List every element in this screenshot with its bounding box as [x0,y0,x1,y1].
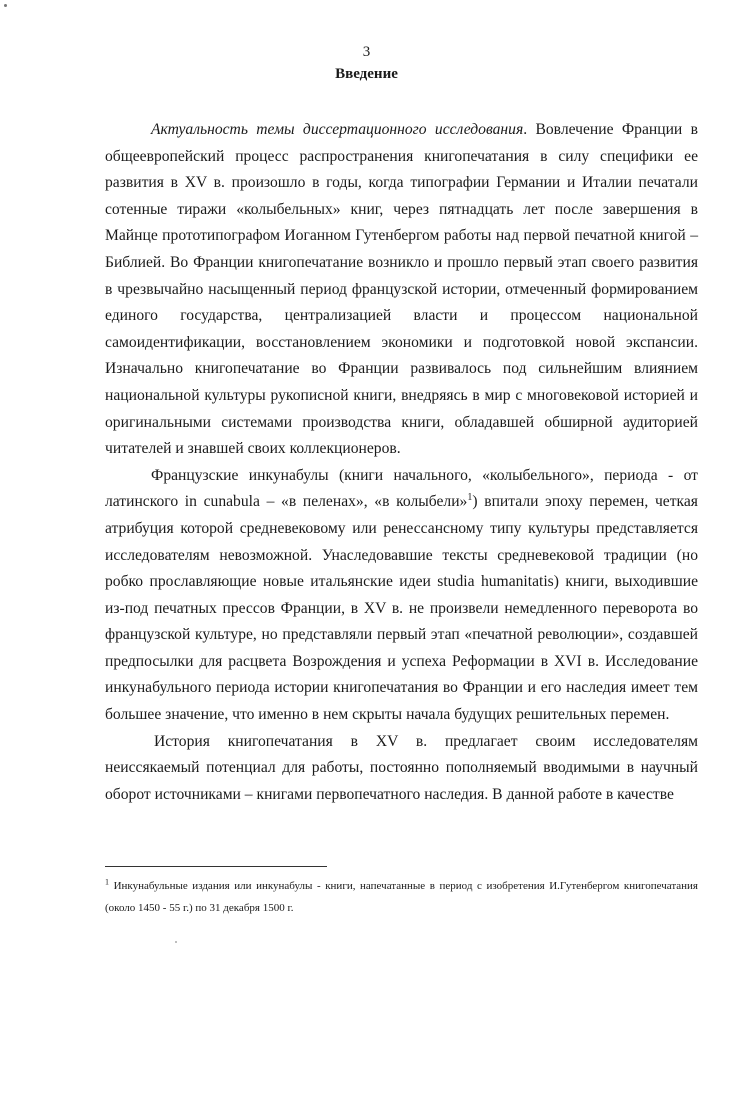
footnote-marker: 1 [105,877,109,887]
paragraph-history [105,729,698,809]
scan-speck [175,941,177,943]
page-number: 3 [362,44,371,60]
paragraph-incunabula [105,463,698,729]
footnote-text: Инкунабульные издания или инкунабулы - книги, напечатанные в период с изобретения И.Гутенбергом книгопечатания (около 1450 - 55 г.) по 31 декабря 1500 г. [105,880,698,914]
relevance-lead: Актуальность темы диссертационного исследования [151,121,524,138]
section-heading: Введение [335,66,398,82]
relevance-text: . Вовлечение Франции в общеевропейский процесс распространения книгопечатания в силу специфики ее развития в XV в. произошло в годы, когда типографии Германии и Италии печатали сотенные тиражи «колыбельных» книг, через пятнадцать лет после завершения в Майнце прототипографом Иоганном Гутенбергом работы над первой печатной книгой – Библией. Во Франции книгопечатание возникло и прошло первый этап своего развития в чрезвычайно насыщенный период французской истории, отмеченный формированием единого государства, централизацией власти и процессом национальной самоидентификации, восстановлением экономики и подготовкой новой экспансии. Изначально книгопечатание во Франции развивалось под сильнейшим влиянием национальной культуры рукописной книги, внедряясь в мир с многовековой историей и оригинальными системами производства книги, обладавшей обширной аудиторией читателей и знавшей своих коллекционеров. [105,121,698,458]
incunabula-text-start: Французские инкунабулы (книги начального, «колыбельного», периода - от латинского in cunabula – «в пеленах», «в колыбели» [105,466,698,511]
history-text: История книгопечатания в XV в. предлагает своим исследователям неиссякаемый потенциал для работы, постоянно пополняемый вводимыми в научный оборот источниками – книгами первопечатного наследия. В данной работе в качестве [105,732,698,803]
footnote-divider [105,866,327,867]
footnote-reference[interactable]: 1 [467,492,473,504]
incunabula-text-end: ) впитали эпоху перемен, четкая атрибуция которой средневековому или ренессансному типу культуры представляется исследователям невозможной. Унаследовавшие тексты средневековой традиции (но робко прославляющие новые итальянские идеи studia humanitatis) книги, выходившие из-под печатных прессов Франции, в XV в. не произвели немедленного переворота во французской культуре, но представляли первый этап «печатной революции», создавшей предпосылки для расцвета Возрождения и успеха Реформации в XVI в. Исследование инкунабульного периода истории книгопечатания во Франции и его наследия имеет тем большее значение, что именно в нем скрыты начала будущих решительных перемен. [105,493,698,724]
scan-speck [4,4,7,7]
footnote [105,875,698,919]
paragraph-relevance [105,117,698,463]
body-text [105,117,698,808]
